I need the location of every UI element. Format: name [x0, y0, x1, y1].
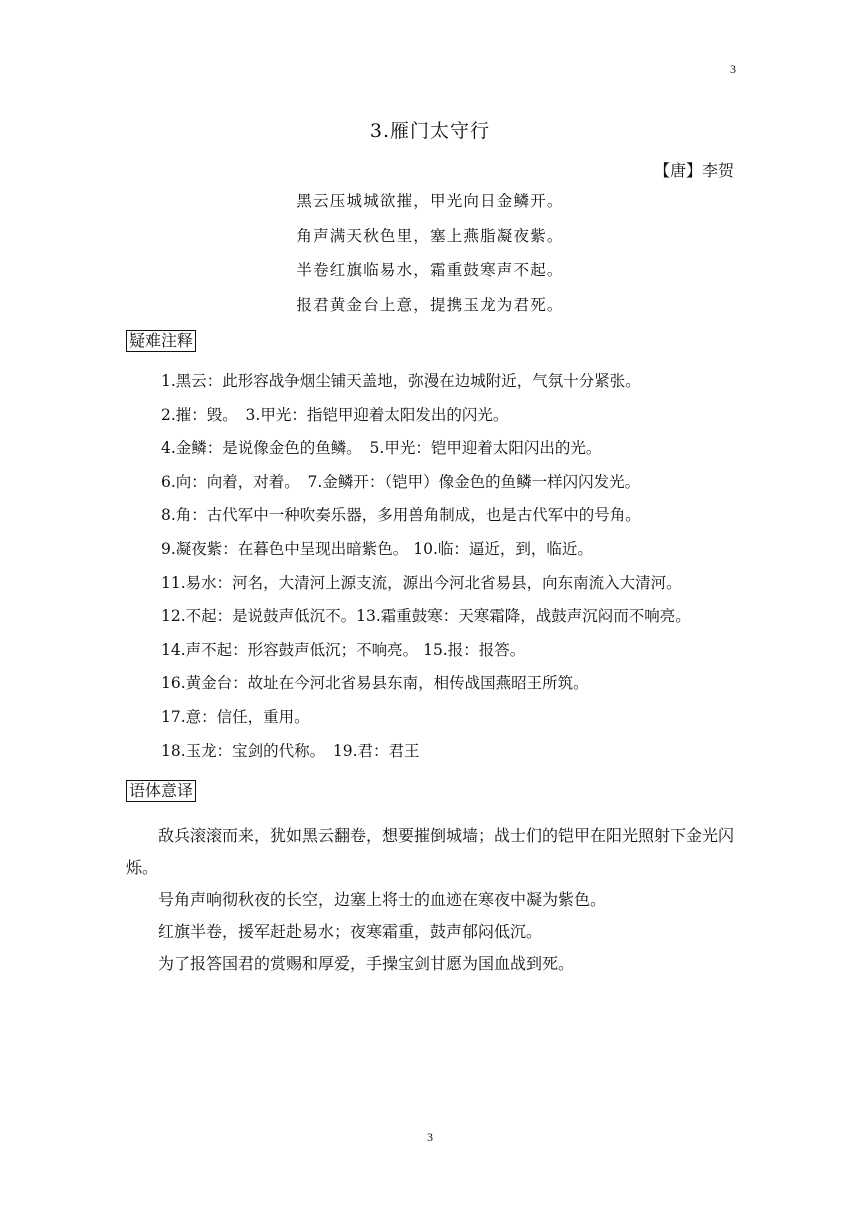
- note-item: 16.黄金台：故址在今河北省易县东南，相传战国燕昭王所筑。: [161, 674, 589, 693]
- note-item: 8.角：古代军中一种吹奏乐器，多用兽角制成，也是古代军中的号角。: [161, 506, 641, 525]
- note-item: 11.易水：河名，大清河上源支流，源出今河北省易县，向东南流入大清河。: [161, 573, 682, 592]
- page-number-bottom: 3: [427, 1130, 433, 1144]
- poem-title: 3.雁门太守行: [369, 120, 491, 142]
- notes-list: [161, 368, 761, 771]
- note-item: 17.意：信任，重用。: [161, 707, 310, 726]
- poem-line: 半卷红旗临易水，霜重鼓寒声不起。: [296, 261, 564, 279]
- translation-paragraph: 号角声响彻秋夜的长空，边塞上将士的血迹在寒夜中凝为紫色。: [158, 890, 607, 909]
- note-item: 2.摧：毁。 3.甲光：指铠甲迎着太阳发出的闪光。: [161, 405, 509, 424]
- note-item: 9.凝夜紫：在暮色中呈现出暗紫色。 10.临：逼近，到，临近。: [161, 539, 593, 558]
- page-number-top: 3: [730, 62, 736, 76]
- poem-author: 【唐】李贺: [653, 161, 734, 180]
- poem-body: [0, 188, 860, 326]
- note-item: 1.黑云：此形容战争烟尘铺天盖地，弥漫在边城附近，气氛十分紧张。: [161, 372, 641, 390]
- translation-paragraph: 红旗半卷，援军赶赴易水；夜寒霜重，鼓声郁闷低沉。: [158, 922, 543, 941]
- note-item: 12.不起：是说鼓声低沉不。13.霜重鼓寒：天寒霜降，战鼓声沉闷而不响亮。: [161, 607, 691, 626]
- translation-paragraph: 敌兵滚滚而来，犹如黑云翻卷，想要摧倒城墙；战士们的铠甲在阳光照射下金光闪烁。: [126, 826, 735, 877]
- note-item: 18.玉龙：宝剑的代称。 19.君：君王: [161, 741, 420, 760]
- note-item: 6.向：向着，对着。 7.金鳞开：（铠甲）像金色的鱼鳞一样闪闪发光。: [161, 472, 641, 491]
- notes-heading: 疑难注释: [126, 330, 196, 352]
- translation-body: [126, 820, 738, 980]
- translation-paragraph: 为了报答国君的赏赐和厚爱，手操宝剑甘愿为国血战到死。: [158, 954, 575, 973]
- poem-line: 黑云压城城欲摧，甲光向日金鳞开。: [296, 192, 564, 210]
- note-item: 4.金鳞：是说像金色的鱼鳞。 5.甲光：铠甲迎着太阳闪出的光。: [161, 439, 602, 458]
- poem-line: 报君黄金台上意，提携玉龙为君死。: [296, 295, 564, 314]
- translation-heading: 语体意译: [126, 780, 196, 802]
- note-item: 14.声不起：形容鼓声低沉；不响亮。 15.报：报答。: [161, 640, 526, 659]
- poem-line: 角声满天秋色里，塞上燕脂凝夜紫。: [296, 226, 564, 245]
